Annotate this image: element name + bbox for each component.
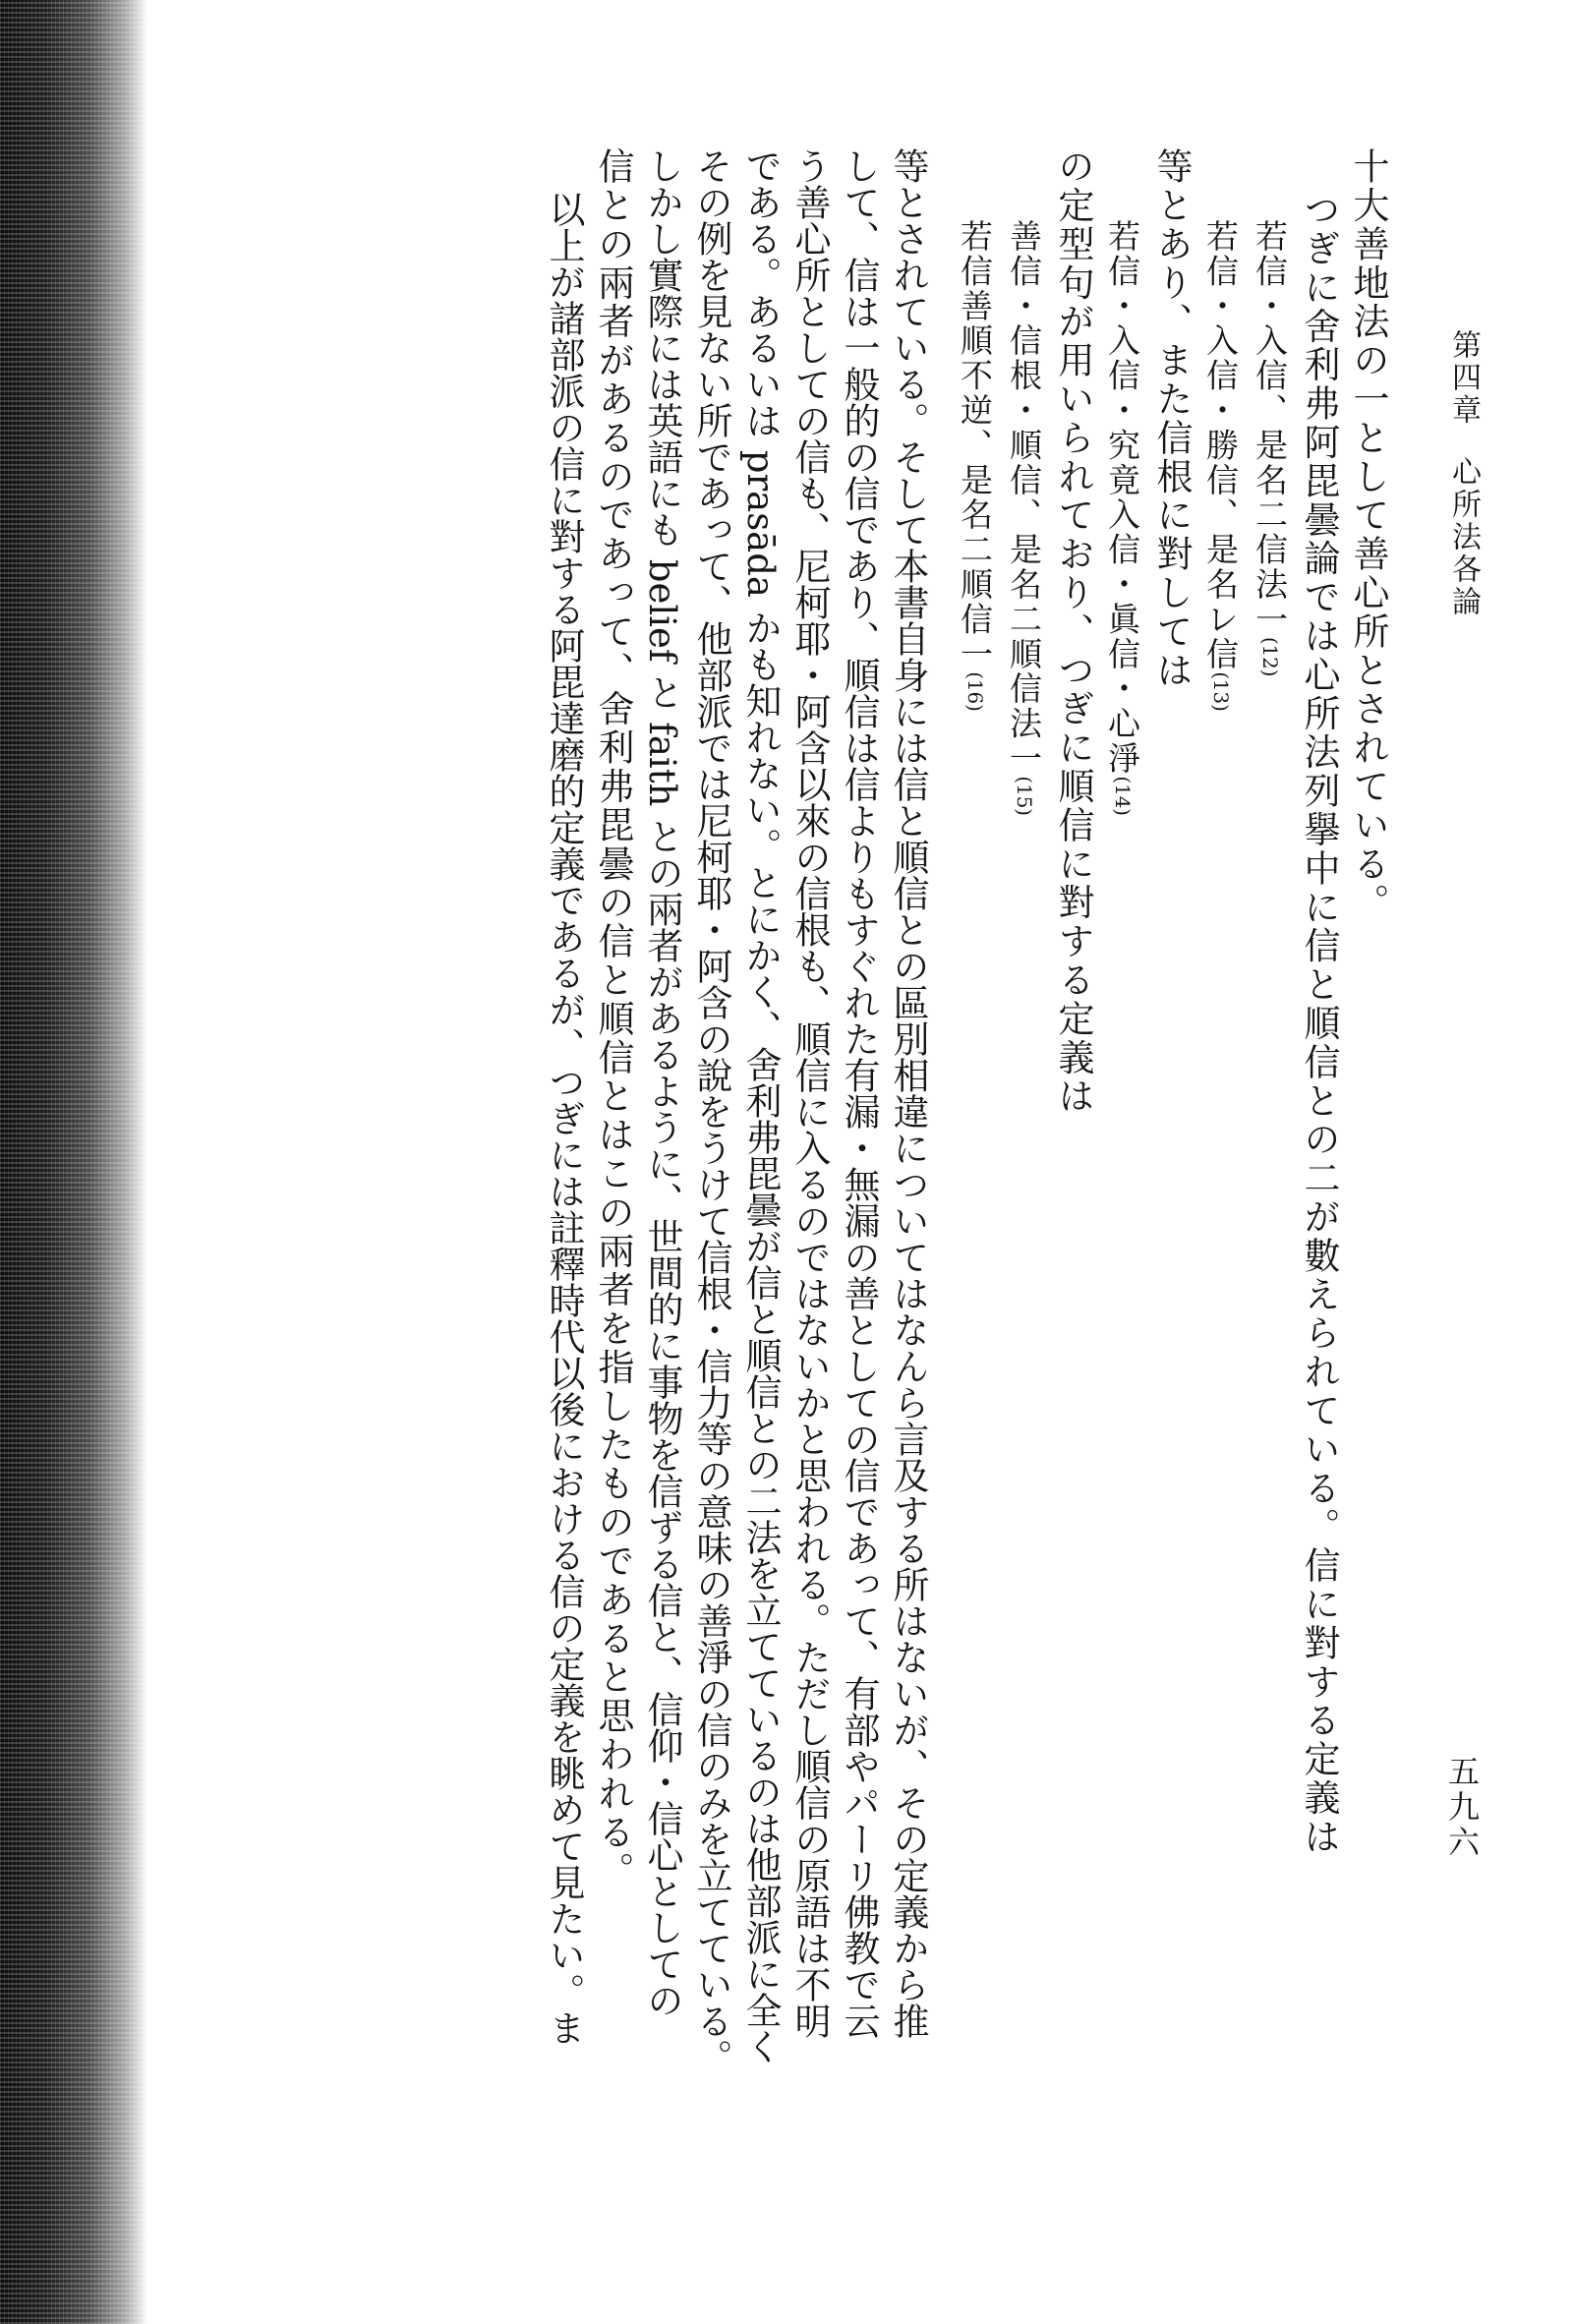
- quote-line-2: [1195, 147, 1245, 2114]
- quote-text-3: 若信・入信・究竟入信・眞信・心淨: [1103, 218, 1141, 776]
- text-line-5: 等とされている。そして本書自身には信と順信との區別相違についてはなんら言及する所はないが、その定義から推: [887, 147, 929, 2039]
- text-line-4: の定型句が用いられており、つぎに順信に對する定義は: [1052, 147, 1094, 1116]
- quote-line-1: [1245, 147, 1294, 2114]
- chapter-label: 第四章: [1446, 329, 1481, 427]
- quote-line-4: [999, 147, 1048, 2114]
- text-line-12: 以上が諸部派の信に對する阿毘達磨的定義であるが、つぎには註釋時代以後における信の定義を眺めて見たい。ま: [543, 191, 585, 2047]
- text-line-1: 十大善地法の一として善心所とされている。: [1347, 147, 1389, 922]
- quote-text-1: 若信・入信、是名二信法一: [1251, 218, 1289, 637]
- note-ref-12: (12): [1258, 636, 1281, 677]
- text-line-8: である。あるいは prasāda かも知れない。とにかく、舍利弗毘曇が信と順信との二法を立てているのは他部派に全く: [739, 147, 782, 2064]
- quote-text-5: 若信善順不逆、是名二順信一: [956, 218, 994, 671]
- note-ref-16: (16): [963, 670, 986, 712]
- text-line-10: しかし實際には英語にも belief と faith との兩者があるように、世間的に事物を信ずる信と、信仰・信心としての: [641, 147, 683, 2019]
- note-ref-13: (13): [1209, 670, 1232, 712]
- body-text: [193, 147, 1392, 2114]
- text-line-9: その例を見ない所であって、他部派では尼柯耶・阿含の說をうけて信根・信力等の意味の善淨の信のみを立てている。: [690, 147, 732, 2075]
- note-ref-15: (15): [1013, 776, 1035, 816]
- text-line-2: つぎに舍利弗阿毘曇論では心所法列擧中に信と順信との二が數えられている。信に對する定義は: [1298, 191, 1340, 1857]
- chapter-title: 心所法各論: [1446, 456, 1481, 618]
- quote-line-5: [950, 147, 999, 2114]
- quote-text-4: 善信・信根・順信、是名二順信法一: [1005, 218, 1043, 776]
- scan-shadow-edge: [0, 0, 147, 2324]
- text-line-7: う善心所としての信も、尼柯耶・阿含以來の信根も、順信に入るのではないかと思われる。ただし順信の原語は不明: [788, 147, 831, 2039]
- text-line-6: して、信は一般的の信であり、順信は信よりもすぐれた有漏・無漏の善としての信であって、有部やパーリ佛教で云: [838, 147, 880, 2039]
- text-line-3: 等とあり、また信根に對しては: [1150, 147, 1193, 690]
- quote-text-2: 若信・入信・勝信、是名レ信: [1201, 218, 1240, 671]
- note-ref-14: (14): [1111, 776, 1134, 816]
- text-line-11: 信との兩者があるのであって、舍利弗毘曇の信と順信とはこの兩者を指したものであると思われる。: [592, 147, 634, 1890]
- page-number: 五九六: [1443, 1755, 1481, 1861]
- paragraph-gap: [932, 147, 950, 2114]
- quote-line-3: [1097, 147, 1146, 2114]
- running-header: [1437, 329, 1485, 1312]
